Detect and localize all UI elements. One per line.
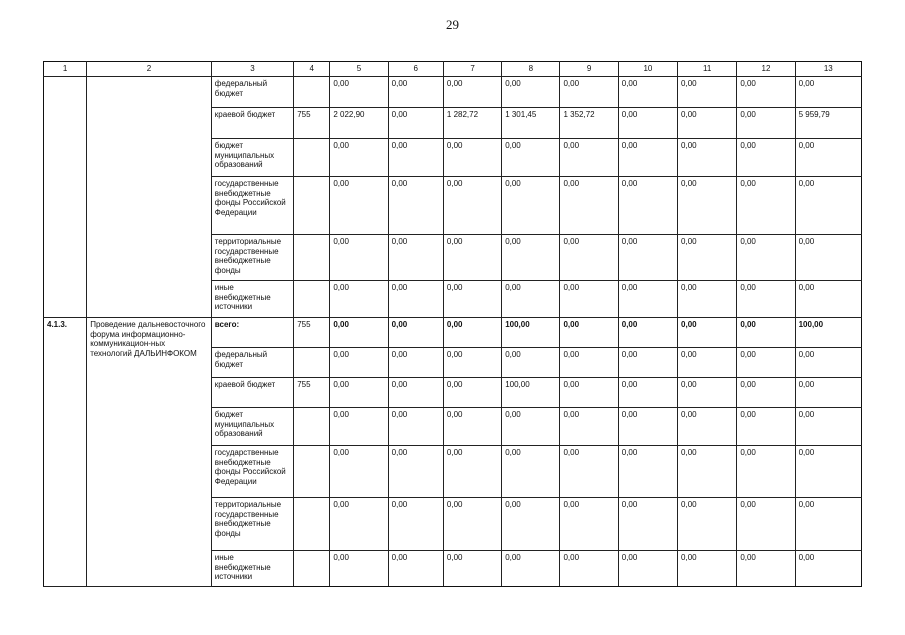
table-row (44, 318, 862, 348)
value-cell: 0,00 (795, 235, 861, 281)
value-cell: 0,00 (330, 318, 388, 348)
column-header: 7 (443, 62, 501, 77)
value-cell: 0,00 (560, 446, 618, 498)
value-cell: 0,00 (330, 408, 388, 446)
row-code: 4.1.3. (44, 318, 87, 587)
value-cell: 0,00 (618, 318, 677, 348)
value-cell: 0,00 (560, 177, 618, 235)
value-cell: 0,00 (502, 408, 560, 446)
value-cell: 0,00 (795, 348, 861, 378)
value-cell: 0,00 (388, 77, 443, 108)
funding-source: всего: (211, 318, 293, 348)
column-header: 13 (795, 62, 861, 77)
value-cell: 0,00 (443, 139, 501, 177)
value-cell: 0,00 (618, 348, 677, 378)
value-cell: 0,00 (388, 281, 443, 318)
value-cell: 0,00 (443, 348, 501, 378)
value-cell: 0,00 (443, 235, 501, 281)
value-cell: 0,00 (330, 177, 388, 235)
value-cell: 0,00 (618, 77, 677, 108)
value-cell: 0,00 (560, 551, 618, 587)
value-cell: 0,00 (678, 177, 737, 235)
value-cell: 0,00 (388, 408, 443, 446)
value-cell: 0,00 (678, 551, 737, 587)
value-cell: 0,00 (678, 446, 737, 498)
value-cell: 0,00 (618, 408, 677, 446)
value-cell: 1 352,72 (560, 108, 618, 139)
value-cell: 0,00 (388, 348, 443, 378)
grbs-code (294, 177, 330, 235)
grbs-code (294, 235, 330, 281)
value-cell: 0,00 (330, 551, 388, 587)
value-cell: 0,00 (560, 77, 618, 108)
value-cell: 0,00 (443, 408, 501, 446)
value-cell: 0,00 (618, 139, 677, 177)
value-cell: 0,00 (737, 235, 795, 281)
grbs-code (294, 408, 330, 446)
column-header: 3 (211, 62, 293, 77)
value-cell: 0,00 (678, 318, 737, 348)
activity-name: Проведение дальневосточного форума информационно-коммуникацион-ных технологий ДАЛЬИНФОКОМ (87, 318, 212, 587)
funding-source: федеральный бюджет (211, 348, 293, 378)
value-cell: 0,00 (330, 77, 388, 108)
value-cell: 0,00 (618, 177, 677, 235)
value-cell: 100,00 (502, 378, 560, 408)
value-cell: 0,00 (618, 235, 677, 281)
value-cell: 0,00 (388, 446, 443, 498)
value-cell: 0,00 (388, 378, 443, 408)
header-row (44, 62, 862, 77)
value-cell: 0,00 (330, 498, 388, 551)
grbs-code: 755 (294, 318, 330, 348)
value-cell: 0,00 (560, 235, 618, 281)
value-cell: 0,00 (678, 348, 737, 378)
value-cell: 0,00 (502, 177, 560, 235)
column-header: 4 (294, 62, 330, 77)
funding-source: краевой бюджет (211, 108, 293, 139)
value-cell: 0,00 (560, 408, 618, 446)
value-cell: 0,00 (560, 281, 618, 318)
funding-source: иные внебюджетные источники (211, 281, 293, 318)
value-cell: 0,00 (737, 551, 795, 587)
value-cell: 0,00 (737, 498, 795, 551)
value-cell: 0,00 (388, 108, 443, 139)
value-cell: 0,00 (443, 498, 501, 551)
value-cell: 0,00 (678, 77, 737, 108)
value-cell: 0,00 (795, 378, 861, 408)
value-cell: 0,00 (560, 498, 618, 551)
value-cell: 2 022,90 (330, 108, 388, 139)
column-header: 9 (560, 62, 618, 77)
grbs-code (294, 281, 330, 318)
grbs-code: 755 (294, 378, 330, 408)
value-cell: 0,00 (502, 77, 560, 108)
value-cell: 0,00 (737, 108, 795, 139)
column-header: 11 (678, 62, 737, 77)
value-cell: 5 959,79 (795, 108, 861, 139)
page-number: 29 (446, 17, 459, 32)
value-cell: 0,00 (678, 498, 737, 551)
value-cell: 0,00 (618, 551, 677, 587)
grbs-code (294, 446, 330, 498)
value-cell: 0,00 (795, 446, 861, 498)
value-cell: 0,00 (443, 318, 501, 348)
value-cell: 0,00 (795, 408, 861, 446)
funding-source: территориальные государственные внебюджетные фонды (211, 235, 293, 281)
grbs-code (294, 498, 330, 551)
value-cell: 0,00 (737, 378, 795, 408)
value-cell: 0,00 (502, 551, 560, 587)
value-cell: 0,00 (388, 177, 443, 235)
value-cell: 0,00 (737, 177, 795, 235)
row-code (44, 77, 87, 318)
value-cell: 0,00 (678, 139, 737, 177)
column-header: 2 (87, 62, 212, 77)
column-header: 1 (44, 62, 87, 77)
value-cell: 0,00 (618, 281, 677, 318)
value-cell: 0,00 (618, 378, 677, 408)
funding-source: федеральный бюджет (211, 77, 293, 108)
value-cell: 0,00 (330, 348, 388, 378)
grbs-code (294, 551, 330, 587)
table-row (44, 77, 862, 108)
value-cell: 0,00 (502, 235, 560, 281)
value-cell: 0,00 (737, 408, 795, 446)
value-cell: 0,00 (388, 235, 443, 281)
value-cell: 0,00 (502, 498, 560, 551)
value-cell: 0,00 (795, 551, 861, 587)
value-cell: 0,00 (737, 139, 795, 177)
funding-source: государственные внебюджетные фонды Российской Федерации (211, 177, 293, 235)
value-cell: 0,00 (330, 235, 388, 281)
value-cell: 0,00 (560, 318, 618, 348)
funding-source: государственные внебюджетные фонды Российской Федерации (211, 446, 293, 498)
value-cell: 0,00 (388, 551, 443, 587)
table-body (44, 62, 862, 587)
column-header: 6 (388, 62, 443, 77)
value-cell: 0,00 (330, 446, 388, 498)
funding-source: территориальные государственные внебюджетные фонды (211, 498, 293, 551)
value-cell: 0,00 (795, 498, 861, 551)
funding-source: бюджет муниципальных образований (211, 139, 293, 177)
value-cell: 0,00 (737, 318, 795, 348)
value-cell: 0,00 (737, 77, 795, 108)
value-cell: 0,00 (795, 177, 861, 235)
value-cell: 0,00 (795, 139, 861, 177)
value-cell: 0,00 (678, 408, 737, 446)
column-header: 8 (502, 62, 560, 77)
value-cell: 0,00 (678, 108, 737, 139)
value-cell: 0,00 (443, 551, 501, 587)
value-cell: 0,00 (795, 77, 861, 108)
value-cell: 100,00 (502, 318, 560, 348)
value-cell: 100,00 (795, 318, 861, 348)
value-cell: 0,00 (618, 498, 677, 551)
budget-table (43, 61, 862, 587)
value-cell: 1 301,45 (502, 108, 560, 139)
value-cell: 0,00 (618, 446, 677, 498)
funding-source: иные внебюджетные источники (211, 551, 293, 587)
funding-source: бюджет муниципальных образований (211, 408, 293, 446)
column-header: 12 (737, 62, 795, 77)
value-cell: 0,00 (795, 281, 861, 318)
activity-name (87, 77, 212, 318)
value-cell: 0,00 (443, 446, 501, 498)
value-cell: 0,00 (737, 281, 795, 318)
value-cell: 0,00 (388, 318, 443, 348)
value-cell: 0,00 (330, 378, 388, 408)
column-header: 5 (330, 62, 388, 77)
grbs-code: 755 (294, 108, 330, 139)
value-cell: 0,00 (443, 177, 501, 235)
value-cell: 0,00 (443, 378, 501, 408)
value-cell: 0,00 (678, 281, 737, 318)
funding-source: краевой бюджет (211, 378, 293, 408)
value-cell: 0,00 (678, 235, 737, 281)
value-cell: 0,00 (330, 281, 388, 318)
value-cell: 0,00 (502, 281, 560, 318)
grbs-code (294, 139, 330, 177)
value-cell: 0,00 (330, 139, 388, 177)
value-cell: 0,00 (678, 378, 737, 408)
value-cell: 0,00 (502, 348, 560, 378)
value-cell: 0,00 (502, 446, 560, 498)
column-header: 10 (618, 62, 677, 77)
value-cell: 0,00 (560, 348, 618, 378)
value-cell: 0,00 (443, 77, 501, 108)
value-cell: 0,00 (560, 139, 618, 177)
grbs-code (294, 348, 330, 378)
value-cell: 0,00 (443, 281, 501, 318)
value-cell: 0,00 (618, 108, 677, 139)
value-cell: 0,00 (388, 498, 443, 551)
value-cell: 1 282,72 (443, 108, 501, 139)
grbs-code (294, 77, 330, 108)
value-cell: 0,00 (388, 139, 443, 177)
value-cell: 0,00 (560, 378, 618, 408)
value-cell: 0,00 (737, 348, 795, 378)
value-cell: 0,00 (737, 446, 795, 498)
value-cell: 0,00 (502, 139, 560, 177)
